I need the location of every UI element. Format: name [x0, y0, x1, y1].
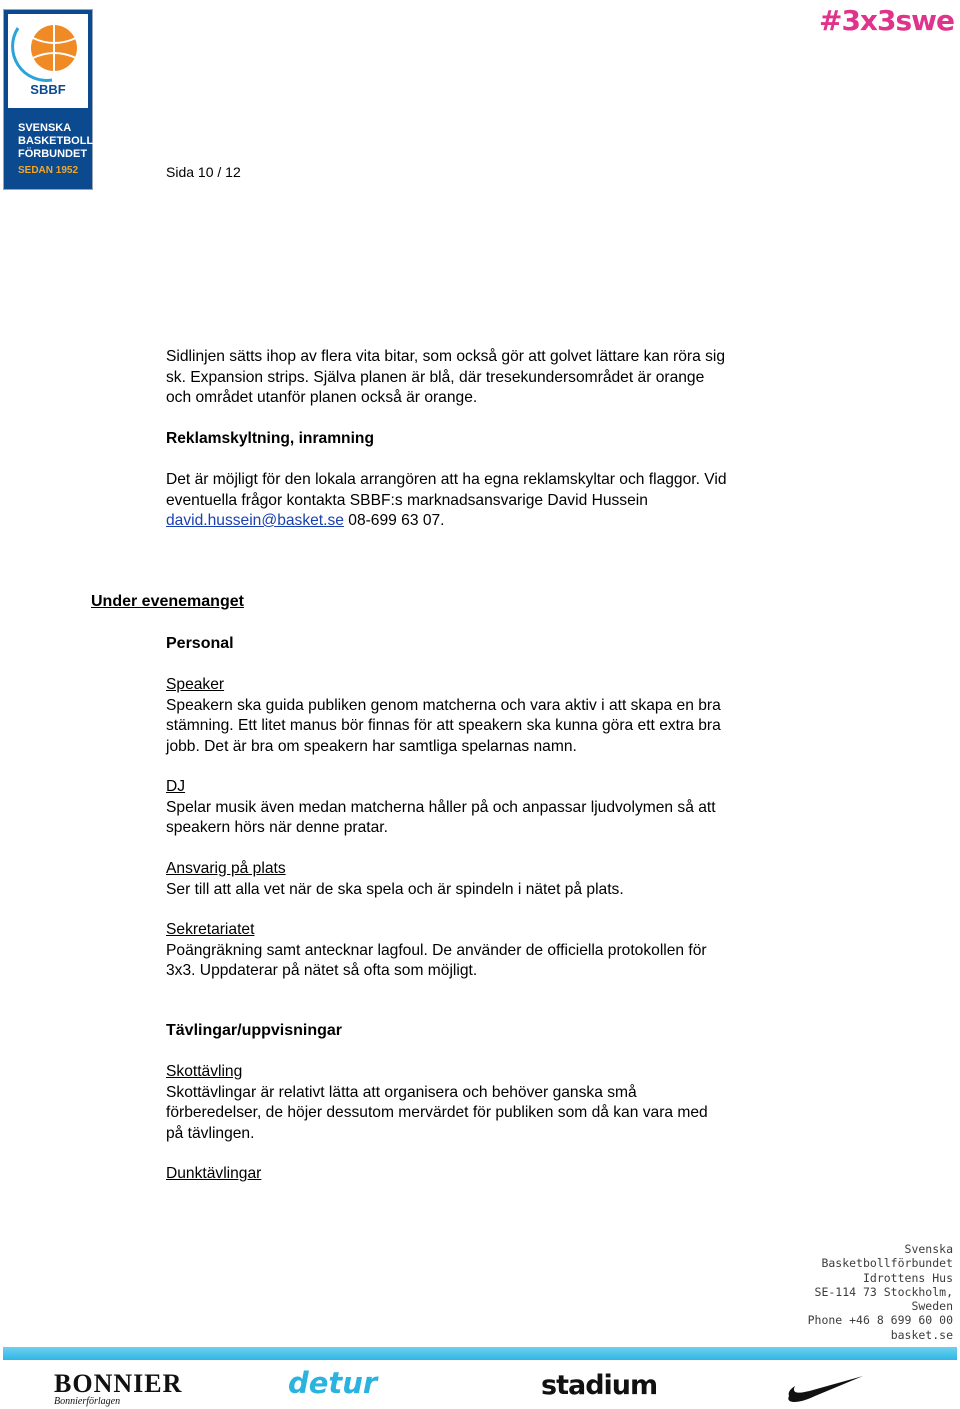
logo-since: SEDAN 1952: [18, 165, 79, 176]
address-line: Phone +46 8 699 60 00: [807, 1313, 953, 1328]
phone-number: 08-699 63 07.: [343, 512, 445, 529]
sekretariatet-title: Sekretariatet: [166, 921, 255, 938]
text-line: Sidlinjen sätts ihop av flera vita bitar, som också gör att golvet lättare kan röra sig: [166, 348, 726, 365]
bonnier-wordmark: BONNIER: [54, 1369, 183, 1398]
text-line: Speakern ska guida publiken genom matcherna och vara aktiv i att skapa en bra: [166, 696, 721, 714]
text-line: Spelar musik även medan matcherna håller på och anpassar ljudvolymen så att: [166, 798, 716, 816]
hashtag-logo: #3x3swe: [818, 4, 954, 37]
reklam-paragraph: [166, 470, 856, 532]
personal-heading: Personal: [166, 635, 234, 652]
text-line: på tävlingen.: [166, 1124, 255, 1142]
address-line: Svenska: [904, 1242, 953, 1256]
dj-title: DJ: [166, 778, 186, 795]
logo-line3: FÖRBUNDET: [18, 148, 88, 160]
email-link[interactable]: david.hussein@basket.se: [166, 512, 344, 529]
text-line: sk. Expansion strips. Själva planen är blå, där tresekundersområdet är orange: [166, 368, 705, 386]
basketball-icon: [8, 14, 88, 84]
text-line: eventuella frågor kontakta SBBF:s marknadsansvarige David Hussein: [166, 491, 648, 509]
logo-line2: BASKETBOLL: [18, 135, 94, 147]
dj-section: [166, 777, 846, 839]
address-line: Idrottens Hus: [862, 1270, 953, 1285]
skott-section: [166, 1062, 846, 1144]
text-line: Poängräkning samt antecknar lagfoul. De använder de officiella protokollen för: [166, 941, 707, 959]
sbbf-logo: [3, 9, 93, 190]
skott-title: Skottävling: [166, 1063, 243, 1080]
text-line: jobb. Det är bra om speakern har samtliga spelarnas namn.: [166, 737, 577, 755]
footer-bar: [3, 1347, 957, 1360]
text-line: Skottävlingar är relativt lätta att organisera och behöver ganska små: [166, 1083, 637, 1101]
dunk-title: Dunktävlingar: [166, 1165, 262, 1182]
contact-line: [166, 511, 856, 532]
address-line: SE-114 73 Stockholm,: [814, 1284, 953, 1299]
text-line: speakern hörs när denne pratar.: [166, 819, 388, 836]
detur-logo: detur: [288, 1366, 378, 1400]
text-line: Det är möjligt för den lokala arrangören att ha egna reklamskyltar och flaggor. Vid: [166, 471, 727, 488]
speaker-section: [166, 675, 846, 757]
bonnier-subtitle: Bonnierförlagen: [54, 1396, 121, 1407]
bonnier-logo: [54, 1369, 183, 1407]
tavlingar-heading: Tävlingar/uppvisningar: [166, 1022, 343, 1039]
text-line: stämning. Ett litet manus bör finnas för att speakern ska kunna göra ett extra bra: [166, 717, 721, 734]
logo-line1: SVENSKA: [18, 122, 72, 134]
speaker-title: Speaker: [166, 676, 225, 693]
logo-name: [18, 122, 94, 161]
page-number: Sida 10 / 12: [166, 164, 241, 180]
sekretariatet-section: [166, 920, 846, 982]
ansvarig-title: Ansvarig på plats: [166, 860, 286, 877]
address-line: basket.se: [890, 1327, 953, 1342]
text-line: och området utanför planen också är orange.: [166, 389, 478, 406]
ansvarig-section: [166, 859, 826, 900]
text-line: 3x3. Uppdaterar på nätet så ofta som möjligt.: [166, 962, 478, 979]
intro-paragraph: [166, 347, 826, 409]
footer-address: [808, 1242, 953, 1342]
reklam-heading: Reklamskyltning, inramning: [166, 430, 374, 447]
text-line: Ser till att alla vet när de ska spela och är spindeln i nätet på plats.: [166, 880, 624, 898]
address-line: Basketbollförbundet: [821, 1256, 953, 1271]
address-line: Sweden: [911, 1299, 953, 1314]
nike-swoosh-icon: [785, 1374, 863, 1404]
text-line: förberedelser, de höjer dessutom mervärdet för publiken som då kan vara med: [166, 1104, 708, 1121]
section-heading-under-evenemanget: Under evenemanget: [91, 593, 244, 610]
stadium-logo: stadium: [541, 1370, 658, 1401]
logo-emblem-area: [8, 14, 88, 108]
logo-abbr: SBBF: [30, 82, 66, 97]
